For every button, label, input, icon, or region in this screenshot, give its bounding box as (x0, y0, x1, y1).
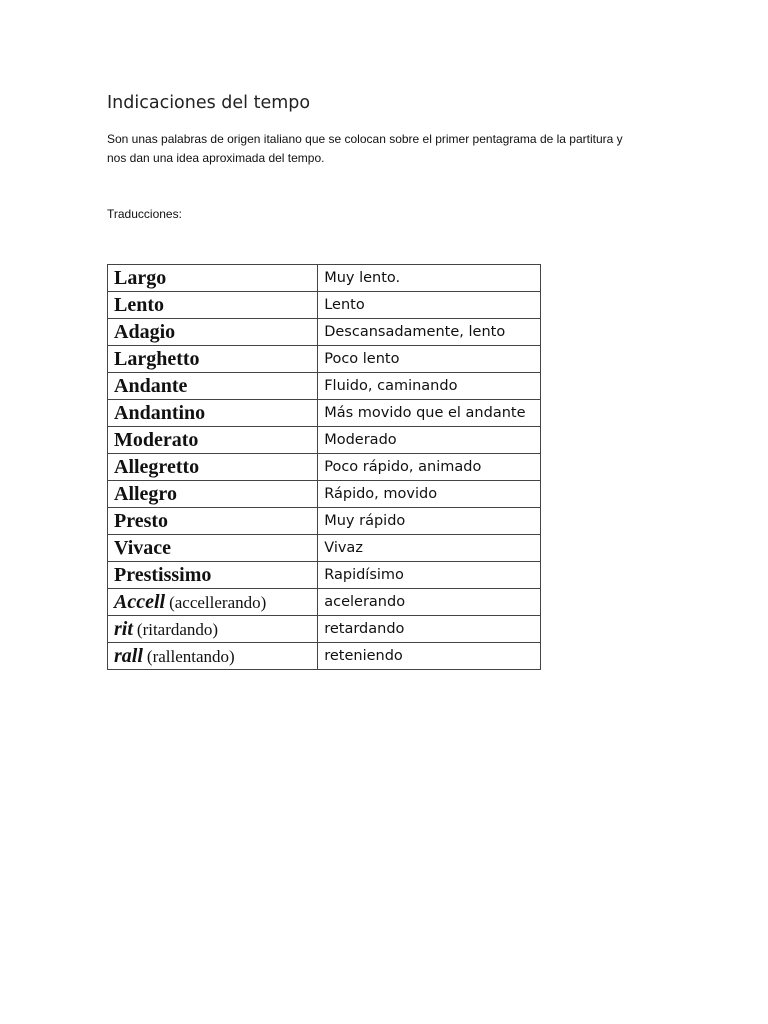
tempo-term: Vivace (108, 535, 318, 562)
tempo-term: Presto (108, 508, 318, 535)
tempo-meaning: Vivaz (318, 535, 541, 562)
table-row (108, 265, 541, 292)
tempo-term: Allegro (108, 481, 318, 508)
table-row (108, 292, 541, 319)
intro-line-2: nos dan una idea aproximada del tempo. (107, 151, 325, 165)
table-row (108, 454, 541, 481)
table-row (108, 535, 541, 562)
tempo-term: Lento (108, 292, 318, 319)
tempo-meaning: Fluido, caminando (318, 373, 541, 400)
tempo-term: Larghetto (108, 346, 318, 373)
tempo-meaning: Muy lento. (318, 265, 541, 292)
table-row (108, 643, 541, 670)
table-row (108, 427, 541, 454)
tempo-table (107, 264, 541, 670)
table-row (108, 508, 541, 535)
table-row (108, 616, 541, 643)
tempo-term: Prestissimo (108, 562, 318, 589)
tempo-term (108, 643, 318, 670)
tempo-term: Largo (108, 265, 318, 292)
tempo-term: Moderato (108, 427, 318, 454)
tempo-term: Andantino (108, 400, 318, 427)
tempo-full-term: (accellerando) (169, 592, 267, 612)
table-row (108, 373, 541, 400)
tempo-full-term: (ritardando) (136, 619, 219, 639)
tempo-meaning: reteniendo (318, 643, 541, 670)
table-row (108, 319, 541, 346)
tempo-term: Andante (108, 373, 318, 400)
tempo-meaning: Descansadamente, lento (318, 319, 541, 346)
tempo-meaning: Poco lento (318, 346, 541, 373)
tempo-term (108, 589, 318, 616)
tempo-abbreviation: rit (114, 617, 133, 640)
page-title: Indicaciones del tempo (107, 93, 311, 113)
intro-paragraph (107, 130, 667, 168)
tempo-meaning: Rápido, movido (318, 481, 541, 508)
tempo-meaning: acelerando (318, 589, 541, 616)
table-row (108, 589, 541, 616)
tempo-abbreviation: Accell (114, 590, 166, 613)
tempo-abbreviation: rall (114, 644, 143, 667)
tempo-meaning: Rapidísimo (318, 562, 541, 589)
table-row (108, 346, 541, 373)
tempo-meaning: Más movido que el andante (318, 400, 541, 427)
tempo-term: Adagio (108, 319, 318, 346)
tempo-meaning: retardando (318, 616, 541, 643)
tempo-meaning: Muy rápido (318, 508, 541, 535)
table-row (108, 400, 541, 427)
tempo-meaning: Poco rápido, animado (318, 454, 541, 481)
translations-heading: Traducciones: (107, 207, 182, 221)
tempo-term (108, 616, 318, 643)
tempo-meaning: Moderado (318, 427, 541, 454)
intro-line-1: Son unas palabras de origen italiano que se colocan sobre el primer pentagrama de la partitura y (107, 132, 623, 146)
table-row (108, 481, 541, 508)
tempo-meaning: Lento (318, 292, 541, 319)
table-row (108, 562, 541, 589)
tempo-full-term: (rallentando) (146, 646, 235, 666)
tempo-term: Allegretto (108, 454, 318, 481)
